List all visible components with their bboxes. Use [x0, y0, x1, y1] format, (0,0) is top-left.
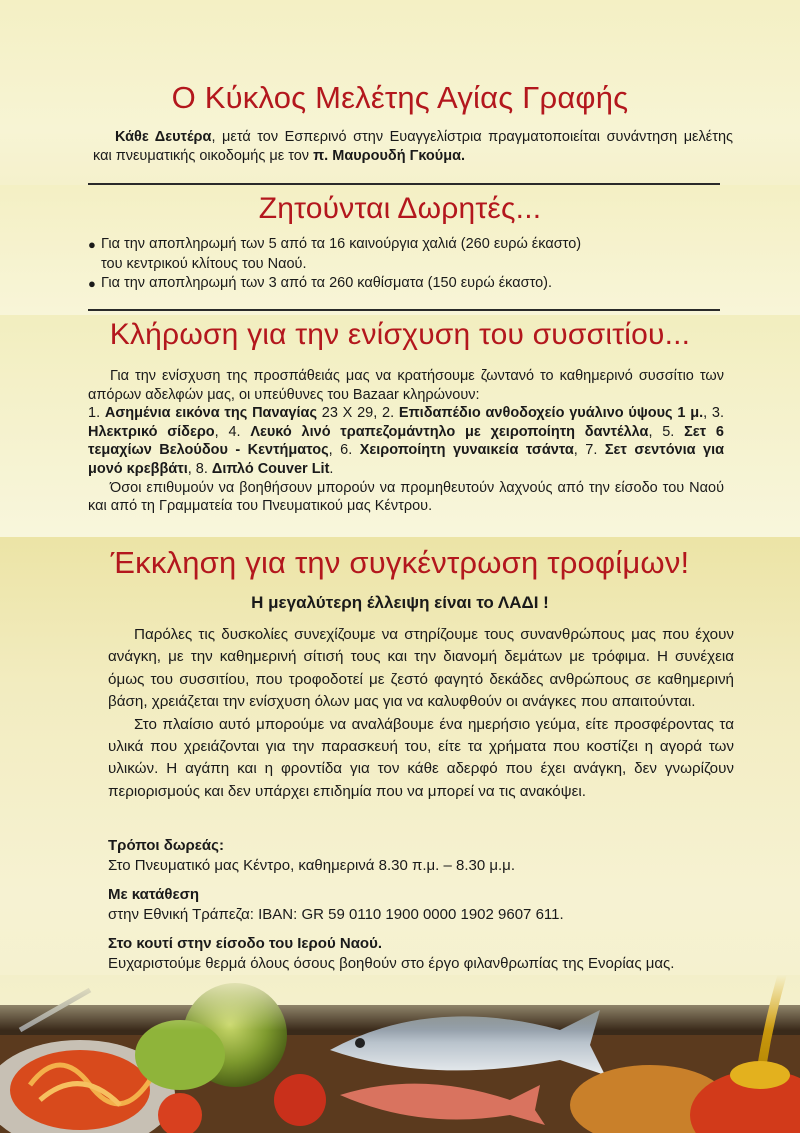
donation-methods: [108, 836, 734, 983]
raffle-prize: 4. Λευκό λινό τραπεζομάντηλο με χειροποίητη δαντέλλα,: [228, 423, 663, 440]
food-appeal-title: Έκκληση για την συγκέντρωση τροφίμων!: [110, 545, 690, 580]
bible-study-paragraph: [93, 128, 733, 166]
donation-method-text: στην Εθνική Τράπεζα: IBAN: GR 59 0110 1900 0000 1902 9607 611.: [108, 906, 564, 923]
bible-study-priest: π. Μαυρουδή Γκούμα.: [313, 148, 466, 164]
food-appeal-paragraph: Στο πλαίσιο αυτό μπορούμε να αναλάβουμε ένα ημερήσιο γεύμα, είτε προσφέροντας τα υλικά που χρειάζονται για την παρασκευή του, είτε τα χρήματα που κοστίζει η αγορά των υλικών. Η αγάπη και η φροντίδα για τον κάθε αδερφό που έχει ανάγκη, δεν γνωρίζουν περιορισμούς και δεν υπάρχει επιδημία που να μπορεί να τις ανακόψει.: [108, 715, 734, 800]
bullet-icon: ●: [88, 237, 96, 252]
raffle-prize: 1. Ασημένια εικόνα της Παναγίας 23 Χ 29,: [88, 405, 383, 422]
food-appeal-subtitle: Η μεγαλύτερη έλλειψη είναι το ΛΑΔΙ !: [251, 593, 549, 612]
donor-item-text: Για την αποπληρωμή των 5 από τα 16 καινούργια χαλιά (260 ευρώ έκαστο): [101, 236, 582, 252]
section-divider-1: [88, 183, 720, 185]
food-appeal-body: [108, 624, 734, 803]
bible-study-title: Ο Κύκλος Μελέτης Αγίας Γραφής: [171, 80, 629, 115]
bible-study-text: , μετά τον Εσπερινό στην Ευαγγελίστρια πραγματοποιείται συνάντηση μελέτης και πνευματικής οικοδομής με τον: [93, 129, 734, 164]
section-divider-2: [88, 309, 720, 311]
donation-method: [108, 836, 734, 876]
food-photo-collage: [0, 975, 800, 1133]
food-appeal-paragraph: Παρόλες τις δυσκολίες συνεχίζουμε να στηρίζουμε τους συνανθρώπους μας που έχουν ανάγκη, με την καθημερινή σίτισή τους και την διανομή δεμάτων με τρόφιμα. Η συνέχεια όμως του συσσιτίου, που τροφοδοτεί με ζεστό φαγητό δεκάδες ανθρώπους σε καθημερινή βάση, χρειάζεται την ενίσχυση όλων μας για να καλυφθούν οι ανάγκες που απαιτούνται.: [108, 626, 734, 711]
raffle-prize: 8. Διπλό Couver Lit.: [195, 460, 334, 477]
donor-item-text: του κεντρικού κλίτους του Ναού.: [101, 255, 307, 272]
raffle-prize: 2. Επιδαπέδιο ανθοδοχείο γυάλινο ύψους 1 μ.,: [382, 405, 712, 422]
donation-method-text: Στο Πνευματικό μας Κέντρο, καθημερινά 8.30 π.μ. – 8.30 μ.μ.: [108, 857, 515, 874]
donors-list: [88, 235, 581, 294]
raffle-prize: 6. Χειροποίητη γυναικεία τσάντα,: [340, 442, 586, 459]
raffle-intro: Για την ενίσχυση της προσπάθειάς μας να κρατήσουμε ζωντανό το καθημερινό συσσίτιο των απόρων αδελφών μας, οι υπεύθυνες του Bazaar κληρώνουν:: [88, 368, 724, 403]
raffle-outro: Όσοι επιθυμούν να βοηθήσουν μπορούν να προμηθευτούν λαχνούς από την είσοδο του Ναού και από τη Γραμματεία του Πνευματικού μας Κέντρου.: [88, 479, 724, 515]
raffle-prize: 7. Σετ σεντόνια για μονό κρεββάτι,: [88, 442, 725, 477]
raffle-paragraph: [88, 367, 724, 516]
list-item: [88, 274, 581, 294]
raffle-prize: 3. Ηλεκτρικό σίδερο,: [88, 405, 725, 440]
donation-method-heading: Τρόποι δωρεάς:: [108, 837, 224, 854]
donor-item-text: Για την αποπληρωμή των 3 από τα 260 καθίσματα (150 ευρώ έκαστο).: [101, 275, 553, 291]
donation-method-heading: Στο κουτί στην είσοδο του Ιερού Ναού.: [108, 935, 382, 952]
raffle-title: Κλήρωση για την ενίσχυση του συσσιτίου...: [109, 318, 691, 351]
donation-method-text: Ευχαριστούμε θερμά όλους όσους βοηθούν στο έργο φιλανθρωπίας της Ενορίας μας.: [108, 955, 675, 972]
donation-method: [108, 934, 734, 974]
raffle-prize: 5. Σετ 6 τεμαχίων Βελούδου - Κεντήματος,: [88, 423, 724, 459]
donors-title: Ζητούνται Δωρητές...: [258, 192, 542, 225]
bullet-icon: ●: [88, 276, 96, 291]
list-item: [88, 255, 581, 275]
list-item: [88, 235, 581, 255]
donation-method: [108, 885, 734, 925]
bible-study-day: Κάθε Δευτέρα: [115, 129, 212, 145]
donation-method-heading: Με κατάθεση: [108, 886, 200, 903]
